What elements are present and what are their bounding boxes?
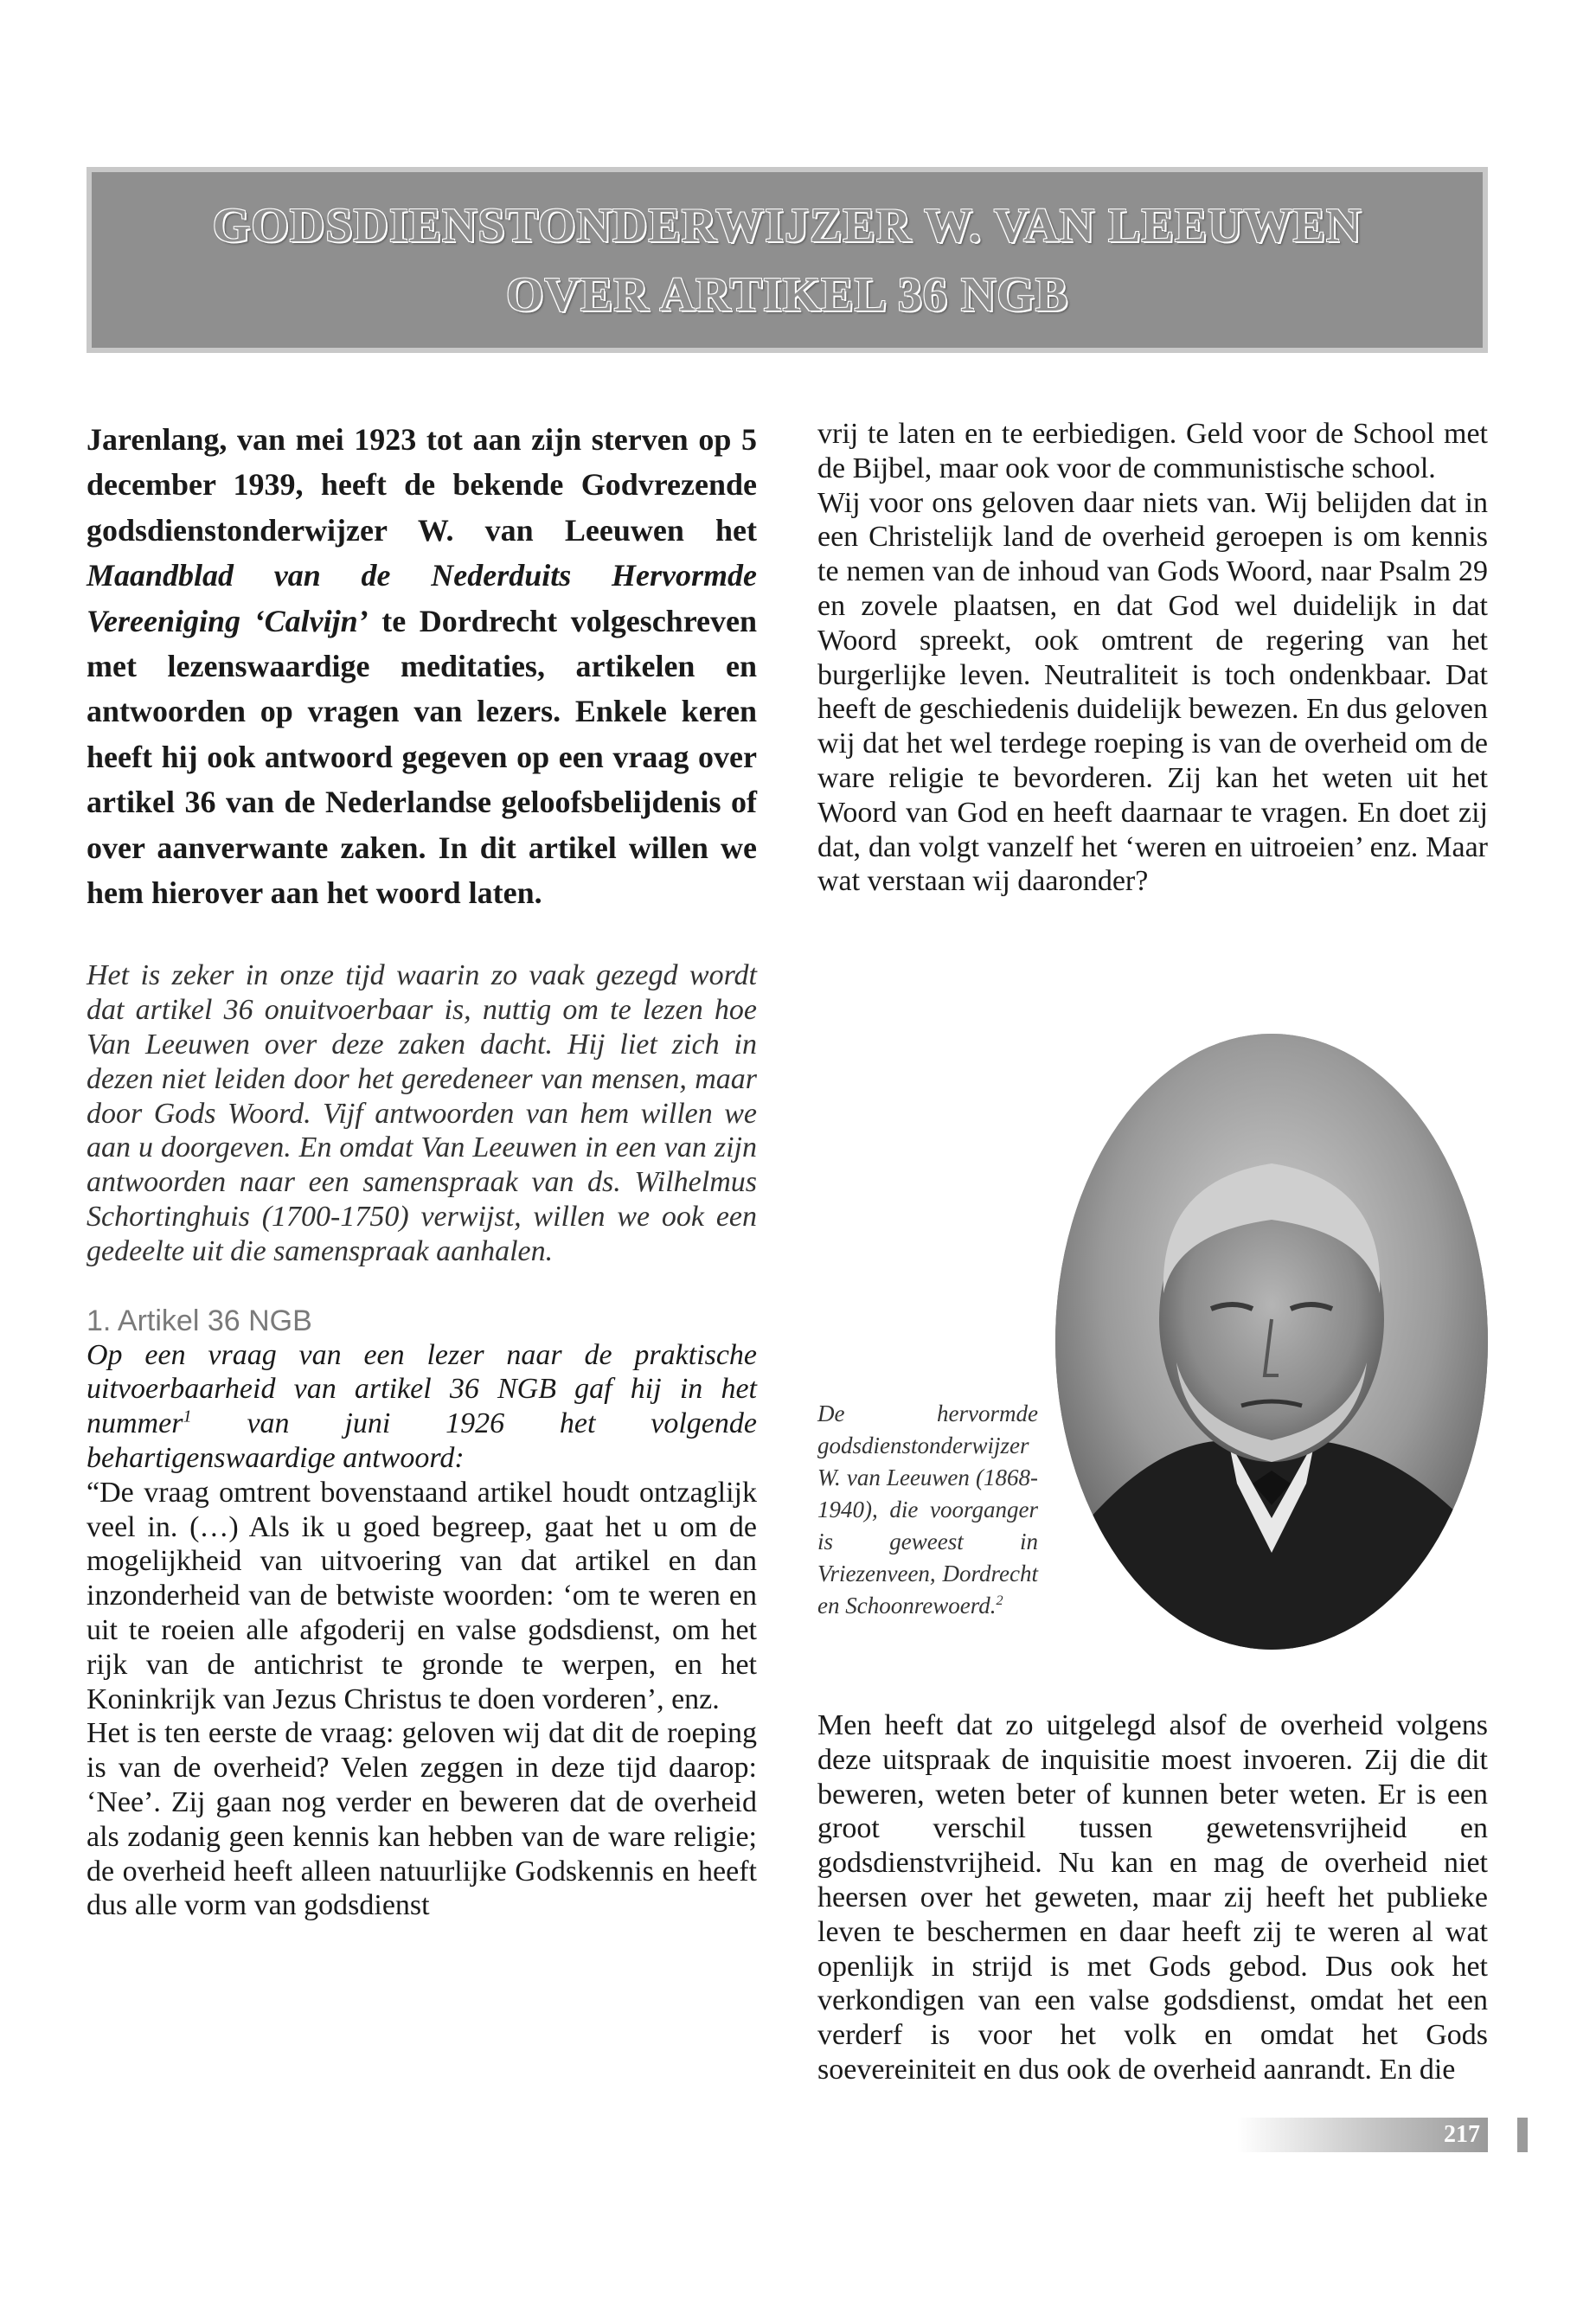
- right-paragraph-2: Wij voor ons geloven daar niets van. Wij belijden dat in een Christelijk land de overheid geroepen is om kennis te nemen van de inhoud van Gods Woord, naar Psalm 29 en zovele plaatsen, en dat God wel duidelijk in dat Woord spreekt, ook omtrent de regering van het burgerlijke leven. Neutraliteit is toch ondenkbaar. Dat heeft de geschiedenis duidelijk bewezen. En dus geloven wij dat het wel terdege roeping is van de overheid om de ware religie te bevorderen. Zij kan het weten uit het Woord van God en heeft daarnaar te vragen. En doet zij dat, dan volgt vanzelf het ‘weren en uitroeien’ enz. Maar wat verstaan wij daaronder?: [817, 486, 1488, 898]
- footer-mark: [1517, 2118, 1528, 2152]
- title-banner: [87, 167, 1488, 353]
- answer-paragraph-1: “De vraag omtrent bovenstaand artikel houdt ontzaglijk veel in. (…) Als ik u goed begreep, gaat het u om de mogelijkheid van uitvoering van dat artikel en dan inzonderheid van de betwiste woorden: ‘om te weren en uit te roeien alle afgoderij en valse godsdienst, om het rijk van de antichrist te gronde te werpen, en het Koninkrijk van Jezus Christus te doen vorderen’, enz.: [87, 1476, 757, 1715]
- right-column-upper: [817, 417, 1488, 899]
- photo-caption: De hervormde godsdienstonderwijzer W. van Leeuwen (1868-1940), die voorganger is geweest in Vriezenveen, Dordrecht en Schoonrewoerd.$^2$: [817, 1400, 1038, 1618]
- intro-paragraph: Jarenlang, van mei 1923 tot aan zijn sterven op 5 december 1939, heeft de bekende Godvrezende godsdienstonderwijzer W. van Leeuwen het Maandblad van de Nederduits Hervormde Vereeniging ‘Calvijn’ te Dordrecht volgeschreven met lezenswaardige meditaties, artikelen en antwoorden op vragen van lezers. Enkele keren heeft hij ook antwoord gegeven op een vraag over artikel 36 van de Nederlandse geloofsbelijdenis of over aanverwante zaken. In dit artikel willen we hem hierover aan het woord laten.: [87, 422, 757, 911]
- section-heading: 1. Artikel 36 NGB: [87, 1304, 312, 1337]
- title-line-1: GODSDIENSTONDERWIJZER W. VAN LEEUWEN: [212, 198, 1362, 253]
- portrait-illustration: [1055, 1034, 1488, 1650]
- page-number: 217: [1444, 2121, 1480, 2148]
- italic-intro: Het is zeker in onze tijd waarin zo vaak gezegd wordt dat artikel 36 onuitvoerbaar is, nuttig om te lezen hoe Van Leeuwen over deze zaken dacht. Hij liet zich in dezen niet leiden door het geredeneer van mensen, maar door Gods Woord. Vijf antwoorden van hem willen we aan u doorgeven. En omdat Van Leeuwen in een van zijn antwoorden naar een samenspraak van ds. Wilhelmus Schortinghuis (1700-1750) verwijst, willen we ook een gedeelte uit die samenspraak aanhalen.: [87, 959, 757, 1267]
- left-column: [87, 417, 757, 1923]
- answer-paragraph-2: Het is ten eerste de vraag: geloven wij dat dit de roeping is van de overheid? Velen zeggen in deze tijd daarop: ‘Nee’. Zij gaan nog verder en beweren dat de overheid als zodanig geen kennis kan hebben van de ware religie; de overheid heeft alleen natuurlijke Godskennis en heeft dus alle vorm van godsdienst: [87, 1717, 757, 1922]
- right-paragraph-1: vrij te laten en te eerbiedigen. Geld voor de School met de Bijbel, maar ook voor de communistische school.: [817, 418, 1488, 484]
- footnote-ref-1: 1: [183, 1407, 192, 1426]
- title-line-2: OVER ARTIKEL 36 NGB: [505, 267, 1069, 322]
- portrait-photo: [1055, 1034, 1488, 1650]
- magazine-title: Maandblad van de Nederduits Hervormde Vereeniging ‘Calvijn’: [87, 558, 757, 638]
- right-column-lower: [817, 1708, 1488, 2087]
- right-paragraph-3: Men heeft dat zo uitgelegd alsof de overheid volgens deze uitspraak de inquisitie moest invoeren. Zij die dit beweren, weten beter of kunnen beter weten. Er is een groot verschil tussen gewetensvrijheid en godsdienstvrijheid. Nu kan en mag de overheid niet heersen over het geweten, maar zij heeft het publieke leven te beschermen en daar heeft zij te weren al wat openlijk in strijd is met Gods gebod. Dus ook het verkondigen van een valse godsdienst, omdat het een verderf is voor het volk en omdat het Gods soevereiniteit en dus ook de overheid aanrandt. En die: [817, 1709, 1488, 2086]
- section-question: Op een vraag van een lezer naar de praktische uitvoerbaarheid van artikel 36 NGB gaf hij in het nummer$^1$ van juni 1926 het volgende behartigenswaardige antwoord:: [87, 1338, 757, 1475]
- footnote-ref-2: 2: [996, 1593, 1003, 1608]
